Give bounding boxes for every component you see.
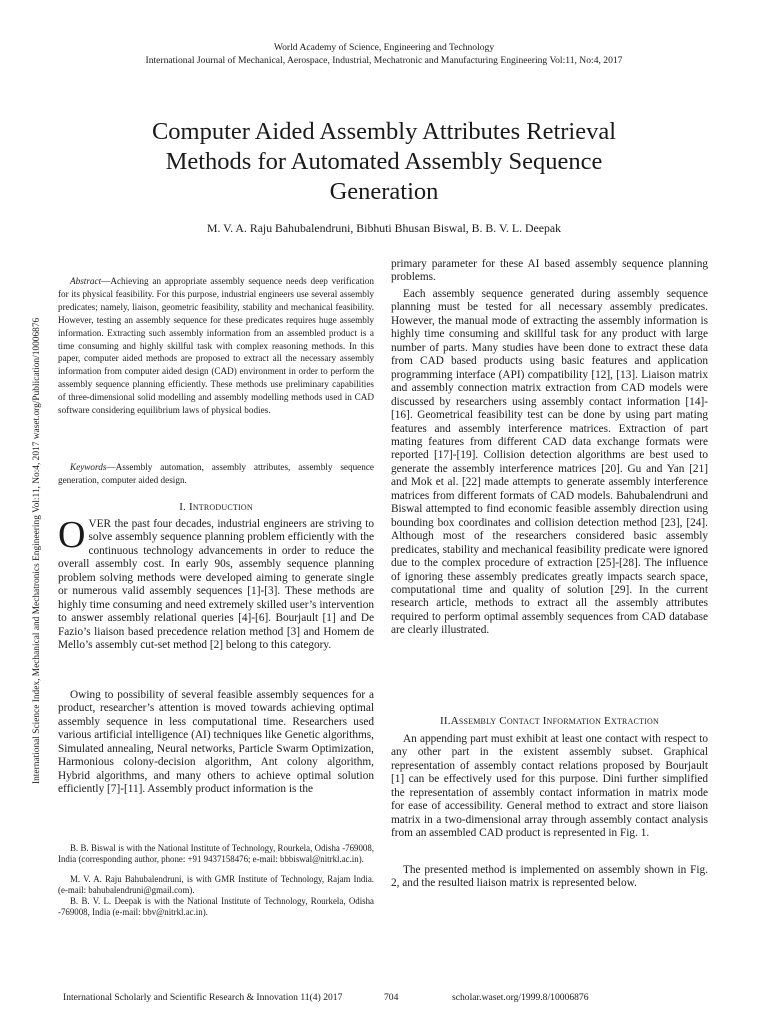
page-number: 704 [384,992,399,1003]
intro-paragraph-3: Each assembly sequence generated during assembly sequence planning must be tested for all necessary assembly predicates. However, the manual mode of extracting the assembly information is highly time consuming and skillful task for any product with large number of parts. Many studies have been done to extract these data from CAD based products using basic features and application programming interface (API) compatibility [12], [13]. Liaison matrix and assembly connection matrix extraction from CAD models were discussed by researchers using assembly contact information [14]-[16]. Geometrical feasibility test can be done by using part mating features and assembly interference matrices. Extraction of part mating features from different CAD data exchange formats were reported [17]-[19]. Collision detection algorithms are best used to generate the assembly interference matrices [20]. Gu and Yan [21] and Mok et al. [22] made attempts to generate assembly interference matrices from different formats of CAD models. Bahubalendruni and Biswal attempted to find economic feasible assembly direction using bounding box coordinates and collision detection method [23], [24]. Although most of the researchers considered basic assembly predicates, stability and mechanical feasibility predicate were ignored due to the complex procedure of extraction [25]-[28]. The influence of ignoring these assembly predicates greatly impacts search space, computational time and quality of solution [29]. In the current research article, methods to extract all the assembly attributes required to perform optimal assembly sequences from CAD database are clearly illustrated. [391,288,708,637]
drop-cap: O [58,514,86,556]
footer-journal: International Scholarly and Scientific Research & Innovation 11(4) 2017 [63,992,343,1003]
section-title: Introduction [188,501,253,513]
title-line: Generation [329,178,439,205]
intro-paragraph-1 [58,514,374,653]
section-heading-introduction [58,501,374,513]
keywords [58,461,374,487]
footnote: B. B. Biswal is with the National Institute of Technology, Rourkela, Odisha -769008, India (corresponding author, phone: +91 9437158476; e-mail: bbbiswal@nitrkl.ac.in). [58,843,374,865]
section2-paragraph-1: An appending part must exhibit at least one contact with respect to any other part in the existent assembly subset. Graphical representation of assembly contact relations proposed by Bourjault [1] can be effectively used for this purpose. Dini further simplified the representation of assembly contact information in matrix mode for ease of accessibility. General method to extract and store liaison matrix in a two-dimensional array through assembly contact analysis from an assembled CAD product is represented in Fig. 1. [391,733,708,840]
footnote: M. V. A. Raju Bahubalendruni, is with GMR Institute of Technology, Rajam India. (e-mail: bahubalendruni@gmail.com). [58,874,374,896]
section2-paragraph-2: The presented method is implemented on assembly shown in Fig. 2, and the resulted liaison matrix is represented below. [391,864,708,890]
section-title: Assembly Contact Information Extraction [450,715,659,727]
journal-name: International Journal of Mechanical, Aerospace, Industrial, Mechatronic and Manufacturing Engineering Vol:11, No:4, 2017 [145,55,623,66]
paper-title [60,117,708,207]
abstract [58,275,374,417]
sidebar-citation: International Science Index, Mechanical and Mechatronics Engineering Vol:11, No:4, 2017 waset.org/Publication/10006876 [32,317,42,784]
section-heading-contact-information [391,715,708,727]
intro-paragraph-2: Owing to possibility of several feasible assembly sequences for a product, researcher’s attention is moved towards achieving optimal assembly sequence in less computational time. Researchers used various artificial intelligence (AI) techniques like Genetic algorithms, Simulated annealing, Neural networks, Particle Swarm Optimization, Harmonious colony-decision algorithm, Ant colony algorithm, Hybrid algorithms, and many others to achieve optimal solution efficiently [7]-[11]. Assembly product information is the [58,689,374,796]
title-line: Methods for Automated Assembly Sequence [165,148,603,175]
footnote: B. B. V. L. Deepak is with the National Institute of Technology, Rourkela, Odisha -769008, India (e-mail: bbv@nitrkl.ac.in). [58,896,374,918]
abstract-text: —Achieving an appropriate assembly sequence needs deep verification for its physical feasibility. For this purpose, industrial engineers use several assembly predicates; namely, liaison, geometric feasibility, stability and mechanical feasibility. However, testing an assembly sequence for these predicates requires huge assembly information. Extracting such assembly information from an assembled product is a time consuming and highly skillful task with complex reasoning methods. In this paper, computer aided methods are proposed to extract all the necessary assembly information from computer aided design (CAD) environment in order to perform the assembly sequence planning efficiently. These methods use preliminary capabilities of three-dimensional solid modelling and assembly modelling methods used in CAD software considering equilibrium laws of physical bodies. [58,276,374,416]
journal-publisher: World Academy of Science, Engineering and Technology [273,42,495,53]
keywords-text: —Assembly automation, assembly attributes, assembly sequence generation, computer aided design. [58,462,374,485]
title-line: Computer Aided Assembly Attributes Retrieval [151,118,617,145]
intro-paragraph-continued: primary parameter for these AI based assembly sequence planning problems. [391,258,708,284]
paragraph-text: the past four decades, industrial engineers are striving to solve assembly sequence planning problem efficiently with the continuous technology advancements in order to reduce the overall assembly cost. In early 90s, assembly sequence planning problem solving methods were developed aiming to generate single or numerous valid assembly sequences [1]-[3]. These methods are highly time consuming and need extremely skilled user’s intervention to answer assembly relational queries [4]-[6]. Bourjault [1] and De Fazio’s liaison based precedence relation method [3] and Homem de Mello’s assembly cut-set method [2] belong to this category. [58,518,374,652]
lead-word: VER [88,518,112,530]
footer-url: scholar.waset.org/1999.8/10006876 [452,992,589,1003]
paper-authors: M. V. A. Raju Bahubalendruni, Bibhuti Bhusan Biswal, B. B. V. L. Deepak [206,221,561,235]
keywords-label: Keywords [70,462,107,472]
section-number: II. [440,715,451,727]
section-number: I. [179,501,187,513]
abstract-label: Abstract [70,276,102,286]
